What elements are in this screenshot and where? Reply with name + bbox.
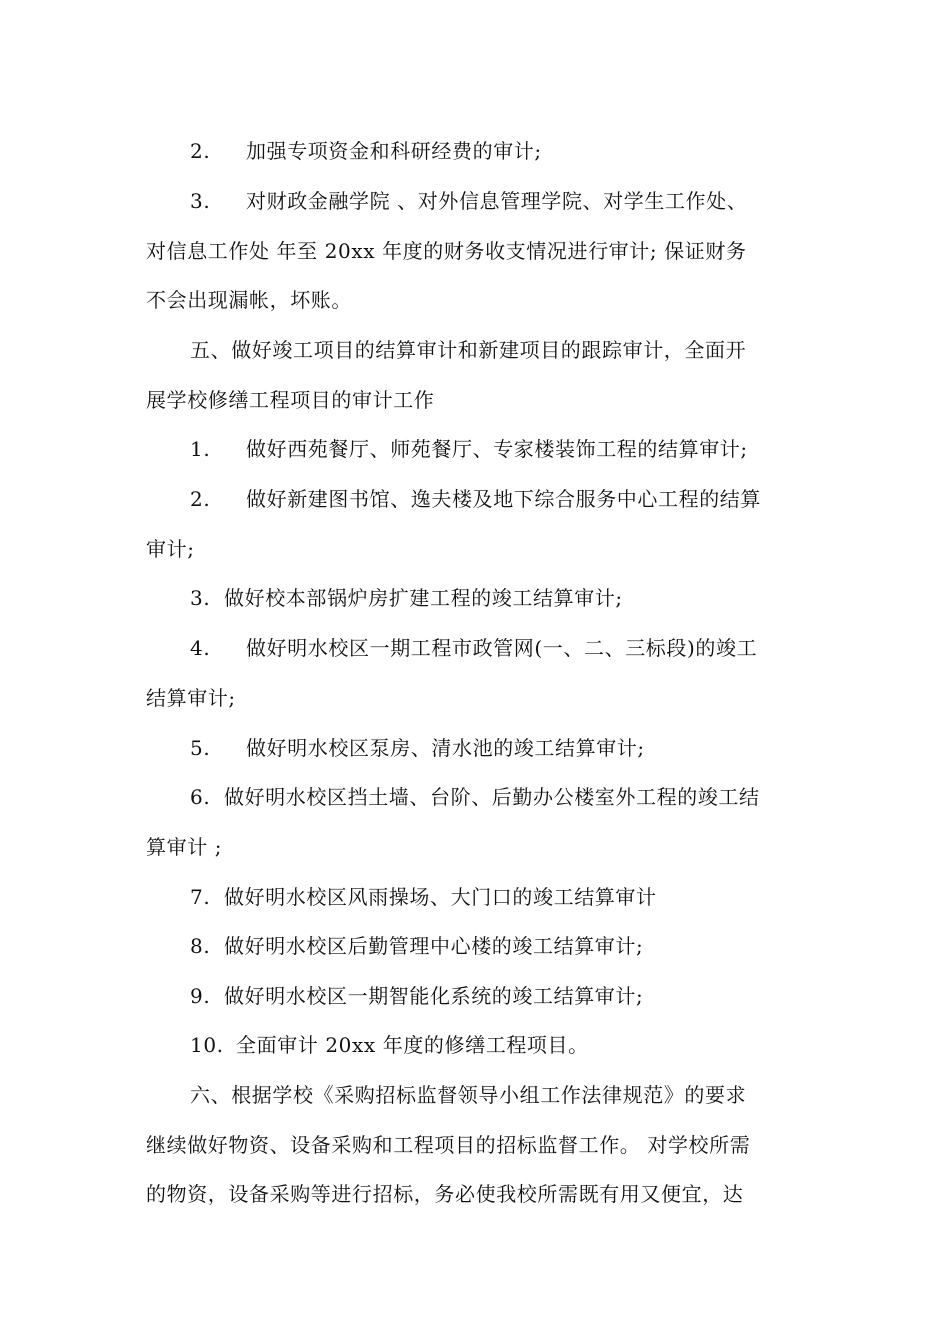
item-text: 做好明水校区泵房、清水池的竣工结算审计;: [246, 736, 645, 760]
item-text: 全面审计 20xx 年度的修缮工程项目。: [236, 1033, 589, 1057]
item-number: 9.: [190, 984, 211, 1008]
list-item: [0, 131, 950, 171]
paragraph-line: 的物资，设备采购等进行招标，务必使我校所需既有用又便宜，达: [146, 1182, 744, 1206]
list-item: [0, 976, 950, 1016]
paragraph-line: 不会出现漏帐，坏账。: [146, 288, 352, 312]
item-text: 做好明水校区后勤管理中心楼的竣工结算审计;: [224, 934, 644, 958]
item-number: 2.: [190, 487, 211, 511]
list-item: [0, 181, 950, 221]
item-number: 7.: [190, 885, 211, 909]
list-item: [0, 1025, 950, 1065]
paragraph-line: 继续做好物资、设备采购和工程项目的招标监督工作。 对学校所需: [146, 1133, 751, 1157]
section-heading-line: 六、根据学校《采购招标监督领导小组工作法律规范》的要求: [190, 1083, 747, 1107]
list-item: [0, 777, 950, 817]
item-text: 做好西苑餐厅、师苑餐厅、专家楼装饰工程的结算审计;: [246, 437, 748, 461]
item-number: 3.: [190, 586, 211, 610]
list-item: [0, 578, 950, 618]
item-number: 2.: [190, 139, 211, 163]
item-number: 5.: [190, 736, 211, 760]
item-number: 1.: [190, 437, 211, 461]
item-text: 对财政金融学院 、对外信息管理学院、对学生工作处、: [246, 189, 748, 213]
item-number: 6.: [190, 785, 211, 809]
item-text: 做好明水校区挡土墙、台阶、后勤办公楼室外工程的竣工结: [224, 785, 760, 809]
item-text: 做好校本部锅炉房扩建工程的竣工结算审计;: [224, 586, 623, 610]
item-text: 做好新建图书馆、逸夫楼及地下综合服务中心工程的结算: [246, 487, 761, 511]
item-number: 4.: [190, 636, 211, 660]
list-item: [0, 926, 950, 966]
paragraph-line: 结算审计;: [146, 686, 236, 710]
item-text: 做好明水校区风雨操场、大门口的竣工结算审计: [224, 885, 657, 909]
item-text: 做好明水校区一期工程市政管网(一、二、三标段)的竣工: [246, 636, 758, 660]
item-number: 10.: [190, 1033, 224, 1057]
item-number: 3.: [190, 189, 211, 213]
section-heading-line: 五、做好竣工项目的结算审计和新建项目的跟踪审计，全面开: [190, 338, 747, 362]
list-item: [0, 479, 950, 519]
item-text: 加强专项资金和科研经费的审计;: [246, 139, 542, 163]
list-item: [0, 628, 950, 668]
paragraph-line: 对信息工作处 年至 20xx 年度的财务收支情况进行审计; 保证财务: [146, 239, 747, 263]
list-item: [0, 877, 950, 917]
item-number: 8.: [190, 934, 211, 958]
section-heading-line: 展学校修缮工程项目的审计工作: [146, 388, 435, 412]
list-item: [0, 728, 950, 768]
list-item: [0, 429, 950, 469]
paragraph-line: 算审计 ;: [146, 835, 223, 859]
paragraph-line: 审计;: [146, 537, 195, 561]
item-text: 做好明水校区一期智能化系统的竣工结算审计;: [224, 984, 644, 1008]
